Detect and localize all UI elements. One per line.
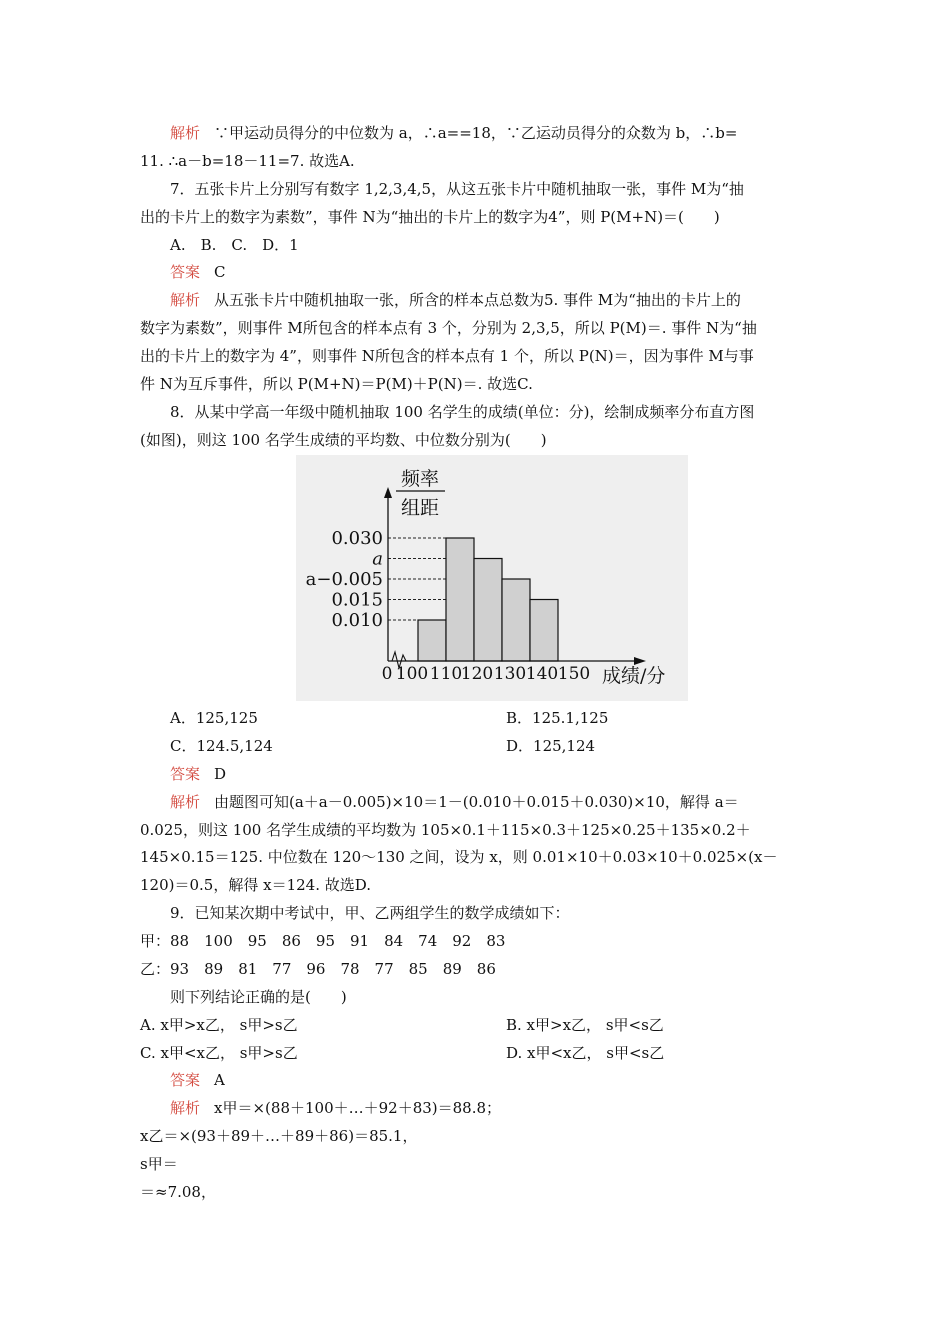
q9-solution-line-4: ＝≈7.08， xyxy=(140,1183,216,1201)
x-tick-label-120: 120 xyxy=(460,664,494,684)
q9-jia-scores-row xyxy=(140,931,815,951)
q7-solution-line-2: 数字为素数”，则事件 M所包含的样本点有 3 个，分别为 2,3,5，所以 P(M)＝. 事件 N为“抽 xyxy=(140,319,757,337)
q8-choice-b: B．125.1,125 xyxy=(506,709,609,727)
q8-solution-line-3: 145×0.15＝125. 中位数在 120～130 之间，设为 x，则 0.01×10＋0.03×10＋0.025×(x－ xyxy=(140,848,778,866)
y-tick-label-0010: 0.010 xyxy=(331,610,383,631)
q9-solution-line-3: s甲＝ xyxy=(140,1155,178,1173)
q9-solution-line-1 xyxy=(170,1098,845,1118)
q9-choice-b: B. x甲>x乙， s甲<s乙 xyxy=(506,1016,664,1034)
q8-stem-line-2: (如图)，则这 100 名学生成绩的平均数、中位数分别为( ) xyxy=(140,431,547,449)
y-axis-label-numerator: 频率 xyxy=(400,468,440,490)
q7-choices: A. B. C. D．1 xyxy=(170,236,299,254)
answer-value: A xyxy=(214,1071,225,1089)
y-tick-label-a: a xyxy=(372,548,383,570)
y-axis-arrow-icon xyxy=(384,487,392,498)
histogram-svg xyxy=(296,455,688,701)
y-axis-label-denominator: 组距 xyxy=(400,497,440,519)
q9-yi-scores-row xyxy=(140,959,815,979)
q9-choices-row-2 xyxy=(140,1043,815,1063)
x-tick-label-100: 100 xyxy=(395,664,429,684)
q9-choice-d: D. x甲<x乙， s甲<s乙 xyxy=(506,1044,665,1062)
q7-solution-line-4: 件 N为互斥事件，所以 P(M+N)＝P(M)＋P(N)＝. 故选C. xyxy=(140,375,533,393)
q9-stem-line-1: 9．已知某次期中考试中，甲、乙两组学生的数学成绩如下： xyxy=(170,904,570,922)
x-tick-label-130: 130 xyxy=(493,664,527,684)
q8-choices-row-2 xyxy=(170,736,845,756)
x-tick-label-0: 0 xyxy=(381,664,393,684)
yi-scores: 93 89 81 77 96 78 77 85 89 86 xyxy=(170,960,496,978)
answer-value: D xyxy=(214,765,227,783)
q7-stem-line-2: 出的卡片上的数字为素数”，事件 N为“抽出的卡片上的数字为4”，则 P(M+N)＝( ) xyxy=(140,208,720,226)
solution-tag: 解析 xyxy=(170,1099,201,1117)
answer-tag: 答案 xyxy=(170,765,201,783)
q9-solution-line-2: x乙＝×(93＋89＋…＋89＋86)＝85.1， xyxy=(140,1127,418,1145)
q6-solution-line-2: 11. ∴a－b=18－11=7. 故选A. xyxy=(140,152,355,170)
q9-choices-row-1 xyxy=(140,1015,815,1035)
q8-choices-row-1 xyxy=(170,708,845,728)
histogram-bar-100-110 xyxy=(418,620,446,661)
q7-solution-line-1 xyxy=(170,290,845,310)
solution-tag: 解析 xyxy=(170,124,201,142)
solution-text: ∵甲运动员得分的中位数为 a，∴a==18，∵乙运动员得分的众数为 b，∴b= xyxy=(214,124,738,142)
solution-text: x甲＝×(88＋100＋…＋92＋83)＝88.8； xyxy=(214,1099,502,1117)
q8-choice-c: C．124.5,124 xyxy=(170,737,273,755)
jia-scores: 88 100 95 86 95 91 84 74 92 83 xyxy=(170,932,506,950)
x-tick-label-150: 150 xyxy=(557,664,591,684)
q9-choice-c: C. x甲<x乙， s甲>s乙 xyxy=(140,1044,298,1062)
q6-solution-line-1 xyxy=(170,123,845,143)
x-axis-label: 成绩/分 xyxy=(602,665,666,687)
q7-stem-line-1: 7．五张卡片上分别写有数字 1,2,3,4,5，从这五张卡片中随机抽取一张，事件 M为“抽 xyxy=(170,180,744,198)
solution-text: 从五张卡片中随机抽取一张，所含的样本点总数为5. 事件 M为“抽出的卡片上的 xyxy=(214,291,741,309)
answer-value: C xyxy=(214,263,226,281)
q8-solution-line-1 xyxy=(170,792,845,812)
q8-choice-a: A．125,125 xyxy=(170,709,258,727)
x-tick-label-140: 140 xyxy=(525,664,559,684)
answer-tag: 答案 xyxy=(170,263,201,281)
q8-solution-line-4: 120)＝0.5，解得 x＝124. 故选D. xyxy=(140,876,371,894)
q9-answer xyxy=(170,1070,845,1090)
q7-solution-line-3: 出的卡片上的数字为 4”，则事件 N所包含的样本点有 1 个，所以 P(N)＝，因为事件 M与事 xyxy=(140,347,754,365)
jia-label: 甲： xyxy=(140,932,171,950)
y-tick-label-a-minus-0005: a−0.005 xyxy=(305,569,383,590)
histogram-bar-130-140 xyxy=(502,579,530,661)
x-tick-label-110: 110 xyxy=(429,664,463,684)
histogram-bar-110-120 xyxy=(446,538,474,661)
histogram-bar-140-150 xyxy=(530,600,558,662)
answer-tag: 答案 xyxy=(170,1071,201,1089)
q8-stem-line-1: 8．从某中学高一年级中随机抽取 100 名学生的成绩(单位：分)，绘制成频率分布直方图 xyxy=(170,403,755,421)
y-tick-label-0015: 0.015 xyxy=(331,589,383,611)
q8-solution-line-2: 0.025，则这 100 名学生成绩的平均数为 105×0.1＋115×0.3＋125×0.25＋135×0.2＋ xyxy=(140,821,751,839)
solution-tag: 解析 xyxy=(170,793,201,811)
frequency-histogram xyxy=(296,455,688,701)
yi-label: 乙： xyxy=(140,960,171,978)
solution-text: 由题图可知(a＋a－0.005)×10＝1－(0.010＋0.015＋0.030)×10，解得 a＝ xyxy=(214,793,739,811)
histogram-bar-120-130 xyxy=(474,559,502,662)
q8-choice-d: D．125,124 xyxy=(506,737,596,755)
y-tick-label-0030: 0.030 xyxy=(331,528,383,549)
q9-choice-a: A. x甲>x乙， s甲>s乙 xyxy=(140,1016,298,1034)
x-axis-arrow-icon xyxy=(634,657,646,665)
solution-tag: 解析 xyxy=(170,291,201,309)
q7-answer xyxy=(170,262,845,282)
q9-stem-line-4: 则下列结论正确的是( ) xyxy=(170,988,347,1006)
q8-answer xyxy=(170,764,845,784)
